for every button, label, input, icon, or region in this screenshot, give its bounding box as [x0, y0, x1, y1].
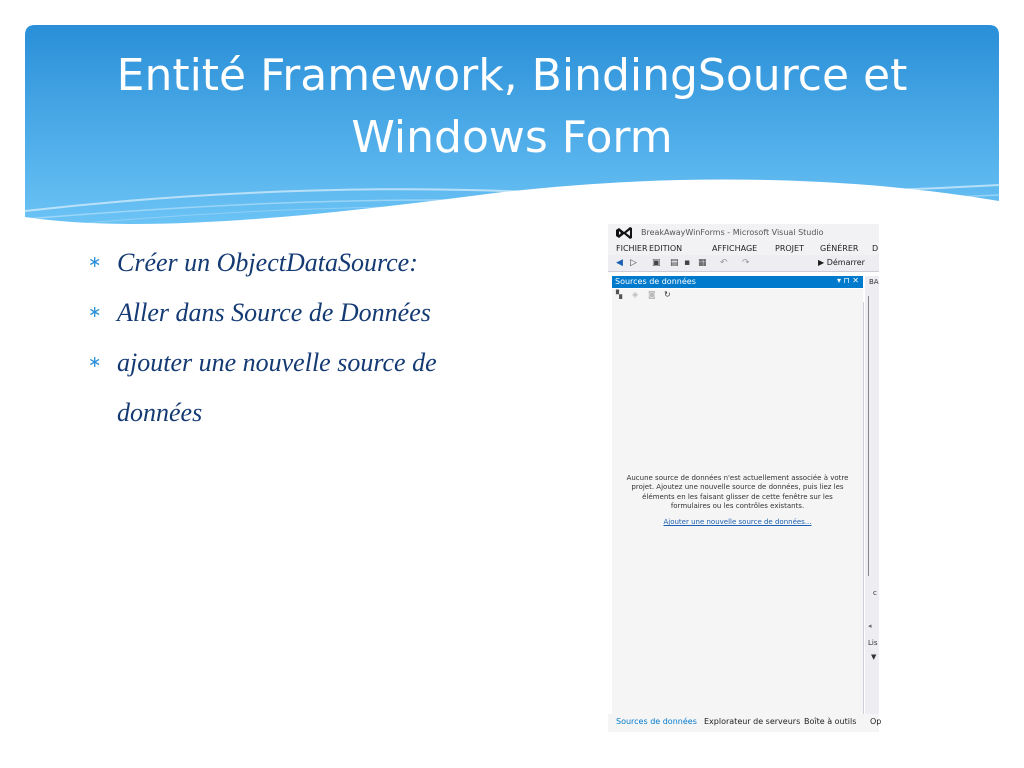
designer-text: c — [873, 589, 877, 597]
bullet-item — [88, 338, 558, 388]
configure-icon[interactable]: ◙ — [648, 290, 656, 299]
save-all-icon[interactable]: ▦ — [698, 258, 707, 268]
edit-dataset-icon[interactable]: ◈ — [632, 290, 639, 299]
panel-title: Sources de données — [615, 277, 696, 286]
back-icon[interactable]: ◀ — [616, 258, 623, 268]
menu-debug[interactable]: D — [872, 244, 879, 253]
menu-projet[interactable]: PROJET — [775, 244, 804, 253]
slide-title-line-1: Entité Framework, BindingSource et — [116, 50, 908, 101]
designer-list-label: Lis — [868, 639, 878, 647]
bullet-text: Aller dans Source de Données — [117, 298, 431, 327]
bullet-text: données — [117, 398, 203, 427]
bullet-item — [88, 238, 558, 288]
vs-menu-bar — [608, 241, 879, 255]
bullet-list — [88, 238, 558, 438]
empty-state-message: Aucune source de données n'est actuellement associée à votre projet. Ajoutez une nouvelle source de données, puis liez les éléments en les faisant glisser de cette fenêtre sur les formulaires ou les contrôles existants. — [626, 474, 849, 510]
data-sources-toolbar — [612, 289, 863, 302]
visual-studio-logo-icon — [616, 227, 632, 239]
designer-strip — [865, 276, 882, 732]
menu-edition[interactable]: EDITION — [649, 244, 683, 253]
dropdown-arrow-icon[interactable]: ▼ — [871, 653, 877, 661]
menu-generer[interactable]: GÉNÉRER — [820, 244, 859, 253]
tab-data-sources[interactable]: Sources de données — [616, 717, 697, 726]
forward-icon[interactable]: ▷ — [630, 258, 637, 268]
vs-title-bar — [608, 224, 879, 241]
vs-toolbar — [608, 255, 879, 272]
redo-icon[interactable]: ↷ — [742, 258, 750, 268]
slide-title-line-2: Windows Form — [351, 112, 673, 163]
vs-bottom-tabs — [608, 714, 882, 732]
data-sources-panel-body — [612, 302, 864, 714]
tab-toolbox[interactable]: Boîte à outils — [804, 717, 857, 726]
scroll-left-icon[interactable]: ◂ — [868, 622, 872, 630]
bullet-text: Créer un ObjectDataSource: — [117, 248, 418, 277]
add-data-source-icon[interactable]: ▚ — [616, 290, 623, 299]
designer-divider — [868, 296, 869, 576]
slide-title — [25, 45, 999, 169]
data-sources-panel-header — [612, 276, 863, 288]
bullet-star-icon: ∗ — [88, 354, 102, 371]
tab-overflow[interactable]: Op — [870, 717, 882, 726]
bullet-star-icon: ∗ — [88, 254, 102, 271]
new-project-icon[interactable]: ▣ — [652, 258, 661, 268]
menu-fichier[interactable]: FICHIER — [616, 244, 648, 253]
undo-icon[interactable]: ↶ — [720, 258, 728, 268]
refresh-icon[interactable]: ↻ — [664, 290, 671, 299]
open-file-icon[interactable]: ▤ — [670, 258, 679, 268]
panel-window-controls[interactable]: ▾ ⊓ ✕ — [836, 276, 859, 285]
bullet-item — [88, 288, 558, 338]
start-button[interactable]: ▶ Démarrer — [818, 258, 865, 267]
bullet-text: ajouter une nouvelle source de — [117, 348, 437, 377]
bullet-continuation — [88, 388, 558, 438]
menu-affichage[interactable]: AFFICHAGE — [712, 244, 758, 253]
vs-window-title: BreakAwayWinForms - Microsoft Visual Studio — [641, 228, 824, 237]
bullet-star-icon: ∗ — [88, 304, 102, 321]
visual-studio-screenshot — [608, 224, 882, 732]
save-icon[interactable]: ▪ — [684, 258, 691, 268]
add-data-source-link[interactable]: Ajouter une nouvelle source de données... — [663, 518, 812, 526]
tab-server-explorer[interactable]: Explorateur de serveurs — [704, 717, 801, 726]
designer-tab-label[interactable]: BA — [869, 278, 879, 286]
